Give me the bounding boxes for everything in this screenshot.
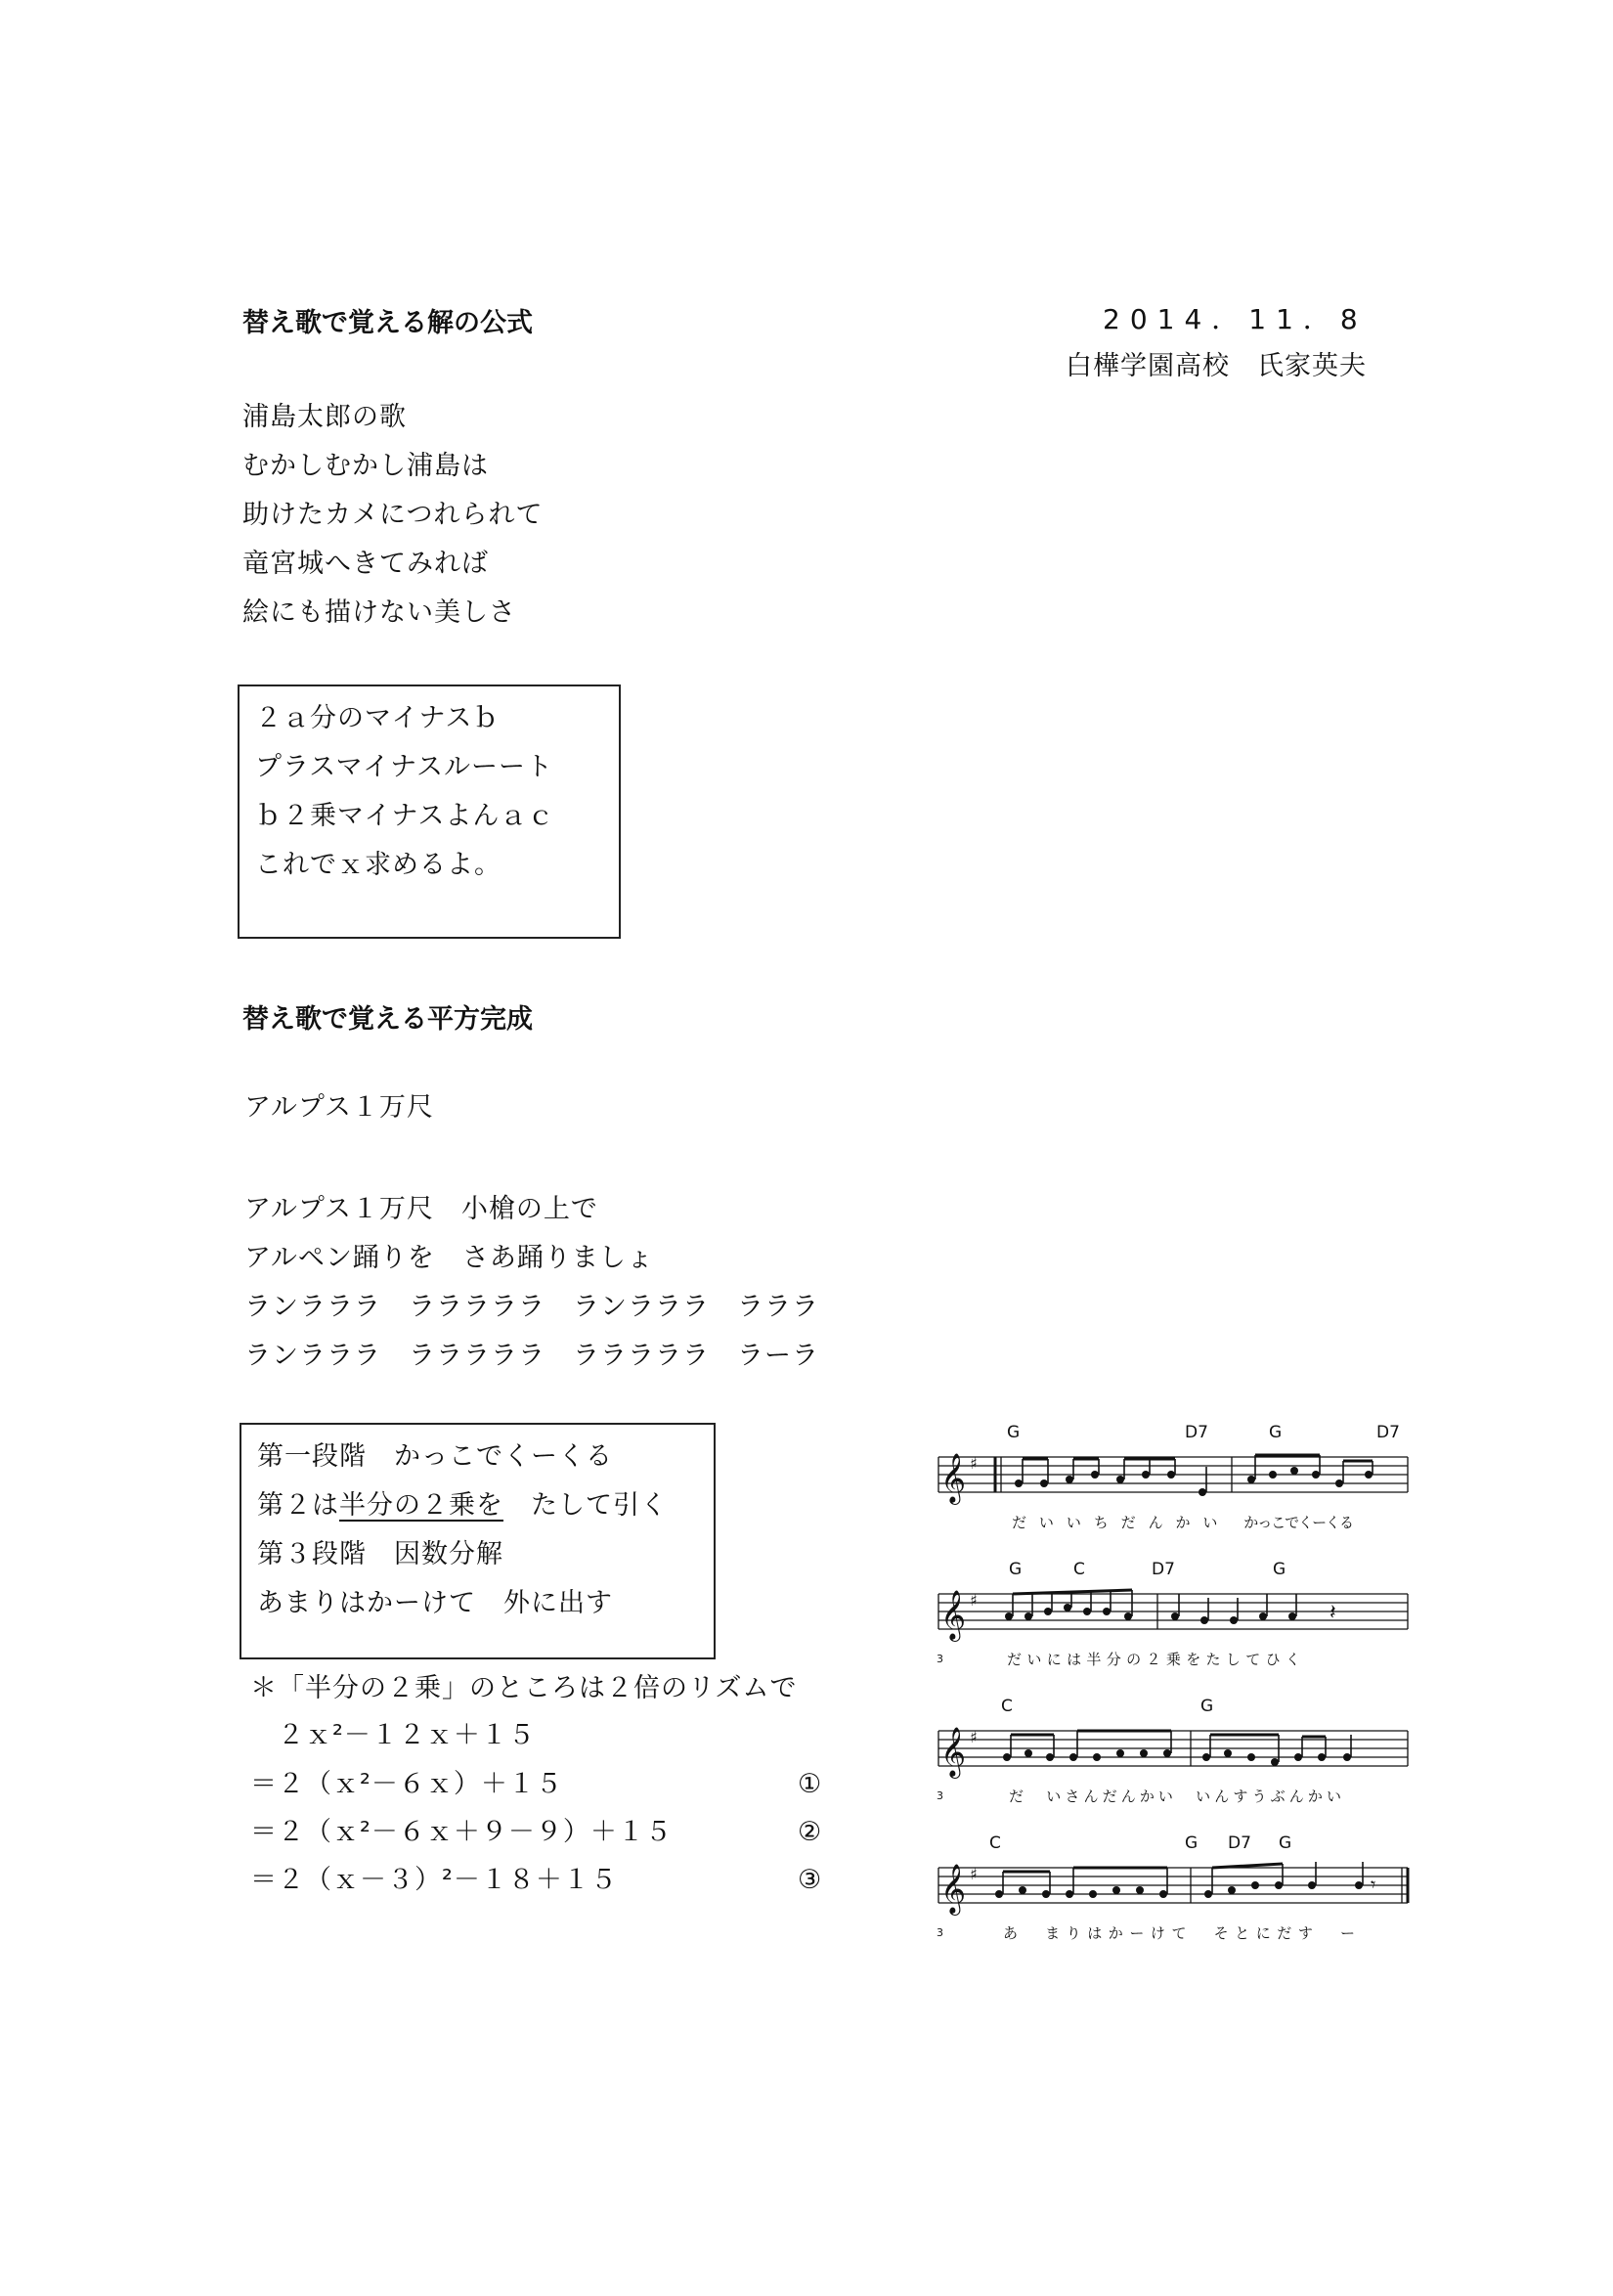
staff-4	[937, 1833, 1408, 1942]
formula-line-2: プラスマイナスルーート	[255, 752, 554, 782]
step-line-3: 第３段階 因数分解	[257, 1539, 503, 1569]
song1-lyric-1: むかしむかし浦島は	[242, 451, 489, 481]
chord: C	[1001, 1697, 1013, 1716]
rhythm-note: ＊「半分の２乗」のところは２倍のリズムで	[250, 1673, 798, 1703]
chord: G	[1007, 1423, 1021, 1442]
song2-lyric-3: ランラララ ラララララ ランラララ ラララ	[244, 1292, 819, 1322]
formula-line-1: ２ａ分のマイナスｂ	[255, 703, 501, 733]
chord: G	[1200, 1697, 1214, 1716]
lyrics: あ まりはかーけて そとにだす ー	[1003, 1924, 1355, 1942]
lyrics: だ いさんだんかい いんすうぶんかい	[1009, 1788, 1341, 1805]
treble-clef-icon: 𝄞	[940, 1590, 967, 1640]
song1-lyric-3: 竜宮城へきてみれば	[242, 549, 489, 579]
song2-name: アルプス１万尺	[244, 1092, 434, 1123]
circled-1: ①	[798, 1769, 823, 1799]
date: 2014．11．8	[1103, 303, 1368, 335]
author: 白樺学園高校 氏家英夫	[1066, 351, 1367, 381]
chord: G	[1185, 1833, 1199, 1853]
math-expr: ２ｘ²－１２ｘ＋１５	[278, 1720, 536, 1750]
song2-lyric-4: ランラララ ラララララ ラララララ ラーラ	[244, 1341, 819, 1371]
song2-lyric-1: アルプス１万尺 小槍の上で	[244, 1194, 598, 1224]
lyrics: だいには半分の２乗をたしてひく	[1007, 1651, 1300, 1668]
chord: C	[989, 1833, 1001, 1853]
circled-3: ③	[798, 1865, 823, 1895]
rest-icon: 𝄾	[1371, 1873, 1376, 1896]
step-line-2: 第２は半分の２乗を たして引く	[257, 1490, 668, 1521]
sharp-icon: ♯	[970, 1728, 978, 1746]
song1-lyric-2: 助けたカメにつれられて	[242, 500, 544, 530]
sharp-icon: ♯	[970, 1865, 978, 1883]
staff-3	[937, 1697, 1408, 1805]
steps-box	[240, 1423, 716, 1659]
chord: G	[1279, 1833, 1292, 1853]
treble-clef-icon: 𝄞	[940, 1864, 967, 1914]
song1-lyric-4: 絵にも描けない美しさ	[242, 597, 516, 628]
chord: G	[1269, 1423, 1283, 1442]
section-title: 替え歌で覚える平方完成	[242, 1004, 533, 1035]
math-step-1: ＝２（ｘ²－６ｘ）＋１５ ①	[250, 1760, 817, 1809]
chord: D7	[1376, 1423, 1400, 1442]
circled-2: ②	[798, 1817, 823, 1847]
math-step-2: ＝２（ｘ²－６ｘ＋９－９）＋１５ ②	[250, 1808, 817, 1857]
step-line-1: 第一段階 かっこでくーくる	[257, 1441, 613, 1472]
underlined-phrase: 半分の２乗を	[339, 1490, 503, 1521]
formula-box	[238, 684, 621, 939]
chord: G	[1009, 1560, 1023, 1579]
sharp-icon: ♯	[970, 1454, 978, 1473]
chord: C	[1073, 1560, 1085, 1579]
measure-number: 3	[937, 1926, 943, 1939]
sharp-icon: ♯	[970, 1591, 978, 1610]
chord: D7	[1152, 1560, 1175, 1579]
treble-clef-icon: 𝄞	[940, 1453, 967, 1503]
measure-number: 3	[937, 1789, 943, 1802]
math-step-3: ＝２（ｘ－３）²－１８＋１５ ③	[250, 1856, 817, 1905]
chord: G	[1273, 1560, 1286, 1579]
staff-1	[938, 1423, 1408, 1531]
song1-name: 浦島太郎の歌	[242, 402, 407, 432]
song1-block	[242, 393, 543, 638]
measure-number: 3	[937, 1653, 943, 1665]
page-title: 替え歌で覚える解の公式	[242, 308, 533, 338]
formula-line-3: ｂ２乗マイナスよんａｃ	[255, 801, 555, 831]
formula-line-4: これでｘ求めるよ。	[255, 850, 501, 880]
lyrics: だ い い ち だ ん か い かっこでくーくる	[1012, 1514, 1354, 1531]
sheet-music	[929, 1398, 1417, 2005]
chord: D7	[1228, 1833, 1251, 1853]
step-line-4: あまりはかーけて 外に出す	[257, 1588, 613, 1618]
staff-2	[937, 1560, 1408, 1668]
song2-lyric-2: アルペン踊りを さあ踊りましょ	[244, 1243, 654, 1273]
chord: D7	[1185, 1423, 1208, 1442]
treble-clef-icon: 𝄞	[940, 1727, 967, 1777]
rest-icon: 𝄽	[1330, 1601, 1336, 1625]
song2-block	[244, 1185, 819, 1381]
